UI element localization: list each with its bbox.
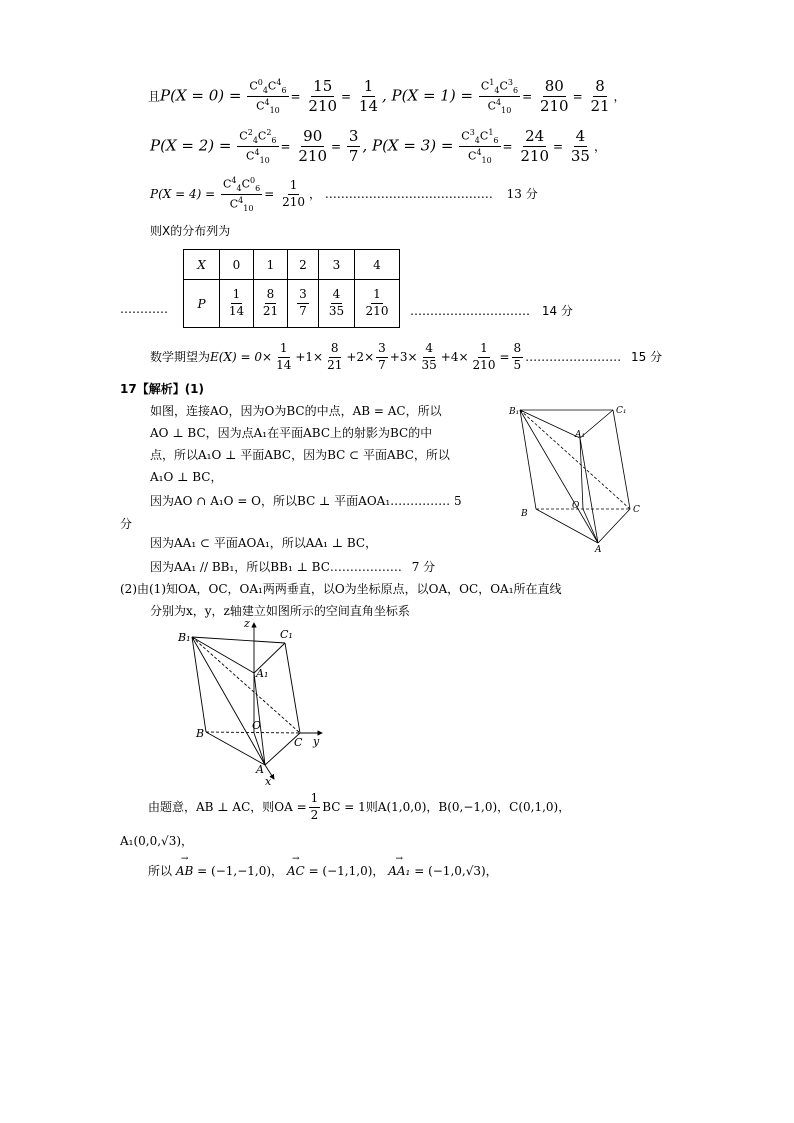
p2-frac1 [296,128,329,166]
edge-b1c [520,410,630,509]
label-a: A [595,545,602,555]
denominator: 21 [262,304,279,318]
q17-2-line4: A₁(0,0,√3)， [120,834,194,848]
c-sub: 10 [259,156,270,166]
label-b: B [196,727,205,740]
edge-ba [536,509,598,543]
numerator: 8 [512,342,524,358]
expect-lhs: E(X) = 0× [210,349,273,364]
table-cell [355,280,400,328]
expect-lead: 数学期望为 [150,349,211,364]
score-label: 15 分 [630,349,663,364]
frac [471,342,498,373]
dot-leader: …………………………………… [324,187,493,202]
vector-ab: → AB [176,864,193,878]
label-c: C [294,736,303,749]
denominator: 210 [282,195,305,210]
c-sub: 6 [271,136,277,146]
vector-ac: → AC [287,864,305,878]
p1-combo-frac: $\frac{C^1_4C^3_6}{C^4_{10}}$ [480,78,519,116]
edge-oa [583,509,598,543]
edge-cc1 [285,643,300,733]
q17-2-line3-text-b: BC = 1则A(1,0,0)，B(0,−1,0)，C(0,1,0)， [322,799,571,814]
table-row [184,250,400,280]
edge-cc1 [613,410,630,509]
p2-lhs: P(X = 2) = [150,136,232,155]
c-sub: 4 [474,136,480,146]
edge-b1a1 [520,410,580,438]
p4-line: P(X = 4) = $\frac{C^4_4C^0_6}{C^4_{10}}$ = $\frac{1}{210}$ ， …………………………………… 13 分 [150,176,538,213]
c-sup: 3 [507,78,513,88]
q17-line2: AO ⊥ BC，因为点A₁在平面ABC上的射影为BC的中 [150,426,433,440]
denominator: 210 [472,357,496,372]
edge-b1c [192,637,300,733]
p1-frac1 [538,78,571,116]
table-cell: P [184,280,220,328]
c-sup: 0 [257,78,263,88]
label-c1: C₁ [280,628,293,641]
numerator: 4 [574,128,588,147]
c-sup: 2 [266,128,272,138]
numerator: 3 [376,342,388,358]
c-symbol: C [256,99,265,113]
c-sup: 3 [469,128,475,138]
numerator: 1 [288,179,300,195]
c-sub: 6 [281,86,287,96]
p0-combo-frac [247,78,288,115]
punct: ， [613,89,626,104]
denominator: 210 [308,97,338,116]
table-cell [319,280,355,328]
c-sub: 4 [236,183,242,193]
numerator: 24 [523,128,546,147]
q17-line3: 点，所以A₁O ⊥ 平面ABC，因为BC ⊂ 平面ABC，所以 [150,448,450,462]
edge-bb1 [192,637,206,732]
numerator: 1 [478,342,490,358]
label-b: B [521,509,528,519]
p1-lhs: , P(X = 1) = [382,86,474,105]
numerator: 3 [297,288,309,304]
denominator: 35 [570,147,590,166]
table-row [184,280,400,328]
frac [325,342,344,373]
c-sup: 4 [254,148,260,158]
frac [420,342,439,373]
table-cell: 1 [254,250,288,280]
p3-frac2 [569,128,592,166]
denominator: 210 [365,304,389,318]
numerator: 4 [331,288,343,304]
label-b1: B₁ [178,631,191,644]
score-label: 14 分 [541,304,573,318]
table-cell: 0 [220,250,254,280]
edge-b1a1 [192,637,254,673]
frac [309,792,321,823]
edge-bc [206,732,300,733]
denominator: 35 [421,357,437,372]
edge-ba [206,732,265,765]
punct: ， [309,187,322,202]
numerator: 1 [231,288,243,304]
c-sub: 4 [494,86,500,96]
denominator: 14 [228,304,245,318]
q17-2-line5-lead: 所以 [148,864,173,878]
score-label: 7 分 [411,560,436,574]
label-z-axis: z [244,617,250,630]
p0-frac1 [306,78,339,116]
dist-intro: 则X的分布列为 [150,224,231,238]
label-o: O [572,501,580,511]
p2-combo-frac: $\frac{C^2_4C^2_6}{C^4_{10}}$ [239,128,277,166]
prism-figure-2 [170,615,340,790]
c-sup: 1 [489,78,495,88]
label-c1: C₁ [616,406,627,416]
numerator: 1 [309,792,321,808]
label-c: C [633,505,640,515]
c-sup: 4 [496,98,502,108]
c-sub: 10 [243,203,254,213]
denominator: 35 [328,304,345,318]
numerator: 15 [311,78,334,97]
numerator: 1 [371,288,383,304]
q17-2-line5 [148,862,498,879]
c-sup: 4 [476,148,482,158]
c-sup: 4 [238,196,244,206]
c-sub: 4 [262,86,268,96]
dot-leader: …………… [390,494,451,508]
c-sub: 6 [512,86,519,96]
term: +3× [389,349,418,364]
dot-leader: ………………………… [410,304,530,318]
c-sup: 2 [247,128,253,138]
edge-ac [598,509,630,543]
denominator: 14 [276,357,292,372]
denominator: 210 [298,147,328,166]
c-sub: 4 [252,136,258,146]
p0-frac2 [357,78,380,116]
prism-figure-1 [505,400,655,560]
p3-combo-frac: $\frac{C^3_4C^1_6}{C^4_{10}}$ [461,128,499,166]
denominator: 2 [310,807,319,822]
p3-frac1 [518,128,551,166]
q17-line8 [150,558,435,575]
c-symbol: C [267,79,277,93]
table-right-dots [410,302,573,319]
q17-line5-text: 因为AO ∩ A₁O = O，所以BC ⊥ 平面AOA₁ [150,494,391,508]
c-sub: 6 [493,136,499,146]
c-sub: 10 [481,156,492,166]
q17-2-line3 [148,792,570,823]
distribution-table [183,249,400,328]
punct: ， [593,139,606,154]
table-cell [254,280,288,328]
denominator: 7 [299,304,307,318]
table-left-dots: ………… [120,302,168,316]
p0-lhs: P(X = 0) = [160,86,242,105]
q17-2-line2: 分别为x，y，z轴建立如图所示的空间直角坐标系 [150,604,410,618]
label-a: A [256,763,264,776]
denominator: 5 [513,357,522,372]
c-sub: 10 [269,106,280,116]
frac [274,342,293,373]
numerator: 8 [265,288,277,304]
edge-bb1 [520,410,536,509]
label-a1: A₁ [575,430,586,440]
label-b1: B₁ [509,407,520,417]
q17-line8-text: 因为AA₁ // BB₁，所以BB₁ ⊥ BC [150,560,330,574]
q17-2-line1: (2)由(1)知OA，OC，OA₁两两垂直，以O为坐标原点，以OA，OC，OA₁所在直线 [120,582,562,596]
p0-line: 且P(X = 0) = $\frac{C^0_4C^4_6}{C^4_{10}}$ = $\frac{15}{210}$ = $\frac{1}{14}$ , P(X = 1) = $\frac{C^1_4C^3_6}{C^4_{10}}$ = $\frac{80}{210}$ = $\frac{8}{21}$ ， [148,77,626,116]
numerator: 8 [329,342,341,358]
label-a1: A₁ [256,667,269,680]
c-sup: 4 [276,78,282,88]
label-x-axis: x [265,775,272,788]
vector-ac-value: = (−1,1,0)， [308,864,385,878]
c-sup: 4 [264,98,270,108]
p2-frac2 [347,128,361,166]
term: +2× [346,349,375,364]
q17-heading: 17【解析】(1) [120,382,205,396]
edge-b1c1 [192,637,285,643]
numerator: 90 [301,128,324,147]
denominator: 21 [590,97,610,116]
table-cell [288,280,319,328]
c-sup: 0 [250,176,256,185]
term: +4× [440,349,469,364]
q17-2-line3-text-a: 由题意，AB ⊥ AC，则OA = [148,799,307,814]
c-symbol: C [249,79,258,93]
p0-lead: 且 [148,89,161,104]
q17-line4: A₁O ⊥ BC， [150,470,223,484]
expectation-line [150,342,662,373]
vector-ab-value: = (−1,−1,0)， [197,864,284,878]
p4-combo-frac: $\frac{C^4_4C^0_6}{C^4_{10}}$ [223,176,261,213]
c-sup: 1 [488,128,494,138]
p4-frac1 [280,179,307,210]
c-sup: 4 [231,176,237,185]
score-label: 5 [453,494,462,508]
denominator: 7 [378,357,386,372]
numerator: 8 [593,78,607,97]
denominator: 14 [358,97,379,116]
score-label: 13 分 [506,187,538,202]
denominator: 7 [348,147,359,166]
frac [376,342,388,373]
dot-leader: …………………… [525,349,622,364]
frac [512,342,524,373]
label-o: O [252,719,262,732]
vector-aa1-value: = (−1,0,√3)， [414,864,498,878]
vector-aa1: → AA₁ [388,864,410,878]
table-cell: X [184,250,220,280]
q17-line5 [150,492,462,509]
term: = [499,349,510,364]
q17-line6: 分 [120,517,133,531]
term: +1× [295,349,324,364]
table-cell [220,280,254,328]
numerator: 3 [347,128,361,147]
table-cell: 2 [288,250,319,280]
numerator: 1 [278,342,290,358]
numerator: 1 [362,78,376,97]
numerator: 80 [543,78,566,97]
table-cell: 4 [355,250,400,280]
dot-leader: ……………… [329,560,402,574]
q17-line7: 因为AA₁ ⊂ 平面AOA₁，所以AA₁ ⊥ BC， [150,536,378,550]
label-y-axis: y [313,735,320,748]
p1-frac2 [588,78,611,116]
denominator: 210 [520,147,550,166]
c-sub: 6 [255,183,261,193]
p4-lhs: P(X = 4) = [150,187,216,202]
c-sub: 10 [501,106,512,116]
p2-line: P(X = 2) = $\frac{C^2_4C^2_6}{C^4_{10}}$ = $\frac{90}{210}$ = $\frac{3}{7}$ , P(X = 3) = $\frac{C^3_4C^1_6}{C^4_{10}}$ = $\frac{24}{210}$ = $\frac{4}{35}$ ， [150,127,606,166]
denominator: 210 [539,97,569,116]
denominator: 21 [327,357,343,372]
q17-line1: 如图，连接AO，因为O为BC的中点，AB = AC，所以 [150,404,442,418]
p3-lhs: , P(X = 3) = [362,136,454,155]
table-cell: 3 [319,250,355,280]
numerator: 4 [423,342,435,358]
